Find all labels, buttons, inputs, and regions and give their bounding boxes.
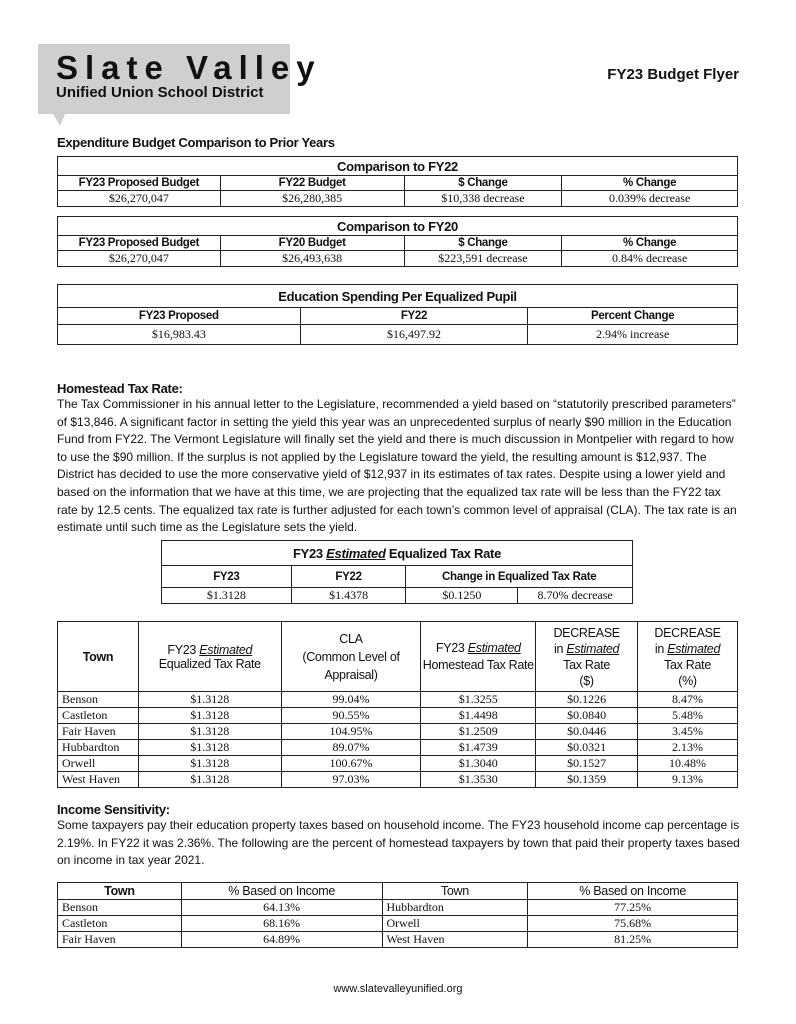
table-row [58, 932, 738, 948]
table-row [58, 692, 738, 708]
table-cell: $0.0446 [536, 724, 638, 740]
col-header: % Change [562, 236, 738, 251]
education-spending-table [57, 284, 738, 345]
header-part: ($) [579, 673, 594, 688]
header-emphasis: Estimated [467, 640, 521, 655]
town-name: West Haven [382, 932, 528, 948]
table-cell: 2.94% increase [528, 325, 738, 345]
caption-part: Equalized Tax Rate [385, 545, 502, 561]
table-cell: $1.3128 [138, 772, 281, 788]
table-cell: $1.3530 [421, 772, 536, 788]
logo-title: Slate Valley [56, 49, 322, 86]
col-header-cla [281, 622, 421, 692]
table-cell: $26,270,047 [58, 251, 221, 267]
table-cell: $10,338 decrease [404, 191, 562, 207]
town-name: Benson [58, 900, 182, 916]
education-spending-caption: Education Spending Per Equalized Pupil [58, 285, 738, 308]
col-header-town: Town [58, 622, 139, 692]
col-header: FY22 Budget [220, 176, 404, 191]
table-cell: $26,493,638 [220, 251, 404, 267]
col-header: $ Change [404, 176, 562, 191]
col-header: FY23 Proposed Budget [58, 176, 221, 191]
table-cell: $0.1359 [536, 772, 638, 788]
header-part: Homestead Tax Rate [422, 657, 534, 672]
header-emphasis: Estimated [199, 642, 253, 657]
table-cell: 89.07% [281, 740, 421, 756]
table-cell: 8.70% decrease [518, 588, 633, 604]
header-part: (%) [678, 673, 697, 688]
header-part: Appraisal) [324, 667, 378, 682]
table-cell: $1.3128 [162, 588, 292, 604]
col-header: Change in Equalized Tax Rate [406, 566, 633, 588]
flyer-title: FY23 Budget Flyer [607, 66, 739, 83]
town-name: Castleton [58, 708, 139, 724]
table-row [58, 900, 738, 916]
header-part: Tax Rate [664, 657, 711, 672]
estimated-tax-rate-caption [162, 541, 633, 566]
income-heading: Income Sensitivity: [57, 802, 170, 817]
header-part: CLA [339, 631, 363, 646]
table-cell: 75.68% [528, 916, 738, 932]
col-header: $ Change [404, 236, 562, 251]
comparison-fy22-caption: Comparison to FY22 [58, 157, 738, 176]
col-header-homestead [421, 622, 536, 692]
table-cell: $1.3128 [138, 708, 281, 724]
expenditure-heading: Expenditure Budget Comparison to Prior Years [57, 135, 335, 150]
header-part: Equalized Tax Rate [158, 656, 261, 671]
col-header: Percent Change [528, 308, 738, 325]
col-header-decrease-percent [638, 622, 738, 692]
table-cell: 81.25% [528, 932, 738, 948]
table-row [58, 772, 738, 788]
col-header: FY20 Budget [220, 236, 404, 251]
table-cell: $0.0321 [536, 740, 638, 756]
col-header: FY22 [291, 566, 406, 588]
header-part: DECREASE [553, 625, 620, 640]
table-cell: 90.55% [281, 708, 421, 724]
table-cell: 104.95% [281, 724, 421, 740]
table-cell: $1.3040 [421, 756, 536, 772]
table-cell: $0.1226 [536, 692, 638, 708]
table-cell: 97.03% [281, 772, 421, 788]
header-part: FY23 [435, 640, 468, 655]
town-name: Benson [58, 692, 139, 708]
col-header: % Change [562, 176, 738, 191]
logo-subtitle: Unified Union School District [56, 84, 264, 101]
header-part: in [654, 641, 668, 656]
table-cell: 68.16% [181, 916, 382, 932]
header-part: DECREASE [654, 625, 721, 640]
comparison-fy20-table [57, 216, 738, 267]
table-cell: 2.13% [638, 740, 738, 756]
caption-emphasis: Estimated [326, 545, 386, 561]
table-cell: $0.1527 [536, 756, 638, 772]
comparison-fy20-caption: Comparison to FY20 [58, 217, 738, 236]
table-cell: 64.13% [181, 900, 382, 916]
town-tax-rates-table [57, 621, 738, 788]
table-cell: $1.4739 [421, 740, 536, 756]
caption-part: FY23 [292, 545, 327, 561]
col-header: Town [382, 883, 528, 900]
table-cell: $1.4498 [421, 708, 536, 724]
homestead-paragraph: The Tax Commissioner in his annual letter to the Legislature, recommended a yield based on “statutorily prescribed parameters” of $13,846. A significant factor in setting the yield this year was an unprecedented surplus of nearly $90 million in the Education Fund from FY22. The Vermont Legislature will finally set the yield and there is much discussion in Montpelier with regard to how to use the $90 million. If the surplus is not applied by the Legislature toward the yield, the resulting amount is $12,937. The District has decided to use the more conservative yield of $12,937 in its estimates of tax rates. Despite using a lower yield and based on the information that we have at this time, we are projecting that the equalized tax rate will be less than the FY22 tax rate by 12.5 cents. The equalized tax rate is further adjusted for each town’s common level of appraisal (CLA). The tax rate is an estimate until such time as the Legislature sets the yield. [57, 397, 737, 535]
table-cell: $16,983.43 [58, 325, 301, 345]
col-header: % Based on Income [181, 883, 382, 900]
table-cell: 9.13% [638, 772, 738, 788]
table-cell: 64.89% [181, 932, 382, 948]
table-cell: 3.45% [638, 724, 738, 740]
town-name: West Haven [58, 772, 139, 788]
table-cell: $1.3128 [138, 756, 281, 772]
table-cell: $1.3255 [421, 692, 536, 708]
town-name: Orwell [382, 916, 528, 932]
table-cell: 0.84% decrease [562, 251, 738, 267]
header-part: (Common Level of [302, 649, 400, 664]
table-row [58, 708, 738, 724]
table-cell: $1.3128 [138, 692, 281, 708]
town-name: Hubbardton [58, 740, 139, 756]
col-header: % Based on Income [528, 883, 738, 900]
header-part: in [554, 641, 567, 656]
table-row [58, 756, 738, 772]
col-header-decrease-dollars [536, 622, 638, 692]
col-header: FY23 [162, 566, 292, 588]
town-name: Castleton [58, 916, 182, 932]
town-name: Orwell [58, 756, 139, 772]
col-header-equalized [138, 622, 281, 692]
logo-speech-tail [52, 112, 66, 126]
table-cell: $1.3128 [138, 740, 281, 756]
comparison-fy22-table [57, 156, 738, 207]
table-cell: 5.48% [638, 708, 738, 724]
header-emphasis: Estimated [667, 641, 721, 656]
header-part: FY23 [167, 642, 200, 657]
table-row [58, 916, 738, 932]
table-cell: $1.4378 [291, 588, 406, 604]
table-cell: $1.2509 [421, 724, 536, 740]
col-header: FY23 Proposed Budget [58, 236, 221, 251]
table-cell: 0.039% decrease [562, 191, 738, 207]
table-cell: 77.25% [528, 900, 738, 916]
header-emphasis: Estimated [566, 641, 620, 656]
income-paragraph: Some taxpayers pay their education property taxes based on household income. The FY23 household income cap percentage is 2.19%. In FY22 it was 2.36%. The following are the percent of homestead taxpayers by town that paid their property taxes based on income in tax year 2021. [57, 818, 740, 868]
col-header: Town [58, 883, 182, 900]
table-cell: $0.0840 [536, 708, 638, 724]
table-row [58, 740, 738, 756]
col-header: FY23 Proposed [58, 308, 301, 325]
estimated-tax-rate-table [161, 540, 633, 604]
homestead-heading: Homestead Tax Rate: [57, 381, 183, 396]
table-cell: 99.04% [281, 692, 421, 708]
header-part: Tax Rate [563, 657, 611, 672]
table-cell: $26,280,385 [220, 191, 404, 207]
income-based-table [57, 882, 738, 948]
table-cell: $0.1250 [406, 588, 518, 604]
table-cell: $223,591 decrease [404, 251, 562, 267]
table-cell: 10.48% [638, 756, 738, 772]
town-name: Fair Haven [58, 932, 182, 948]
table-cell: 100.67% [281, 756, 421, 772]
footer-url[interactable]: www.slatevalleyunified.org [333, 983, 463, 995]
table-cell: 8.47% [638, 692, 738, 708]
table-cell: $16,497.92 [300, 325, 528, 345]
table-cell: $26,270,047 [58, 191, 221, 207]
table-row [58, 724, 738, 740]
town-name: Hubbardton [382, 900, 528, 916]
table-cell: $1.3128 [138, 724, 281, 740]
town-name: Fair Haven [58, 724, 139, 740]
col-header: FY22 [300, 308, 528, 325]
